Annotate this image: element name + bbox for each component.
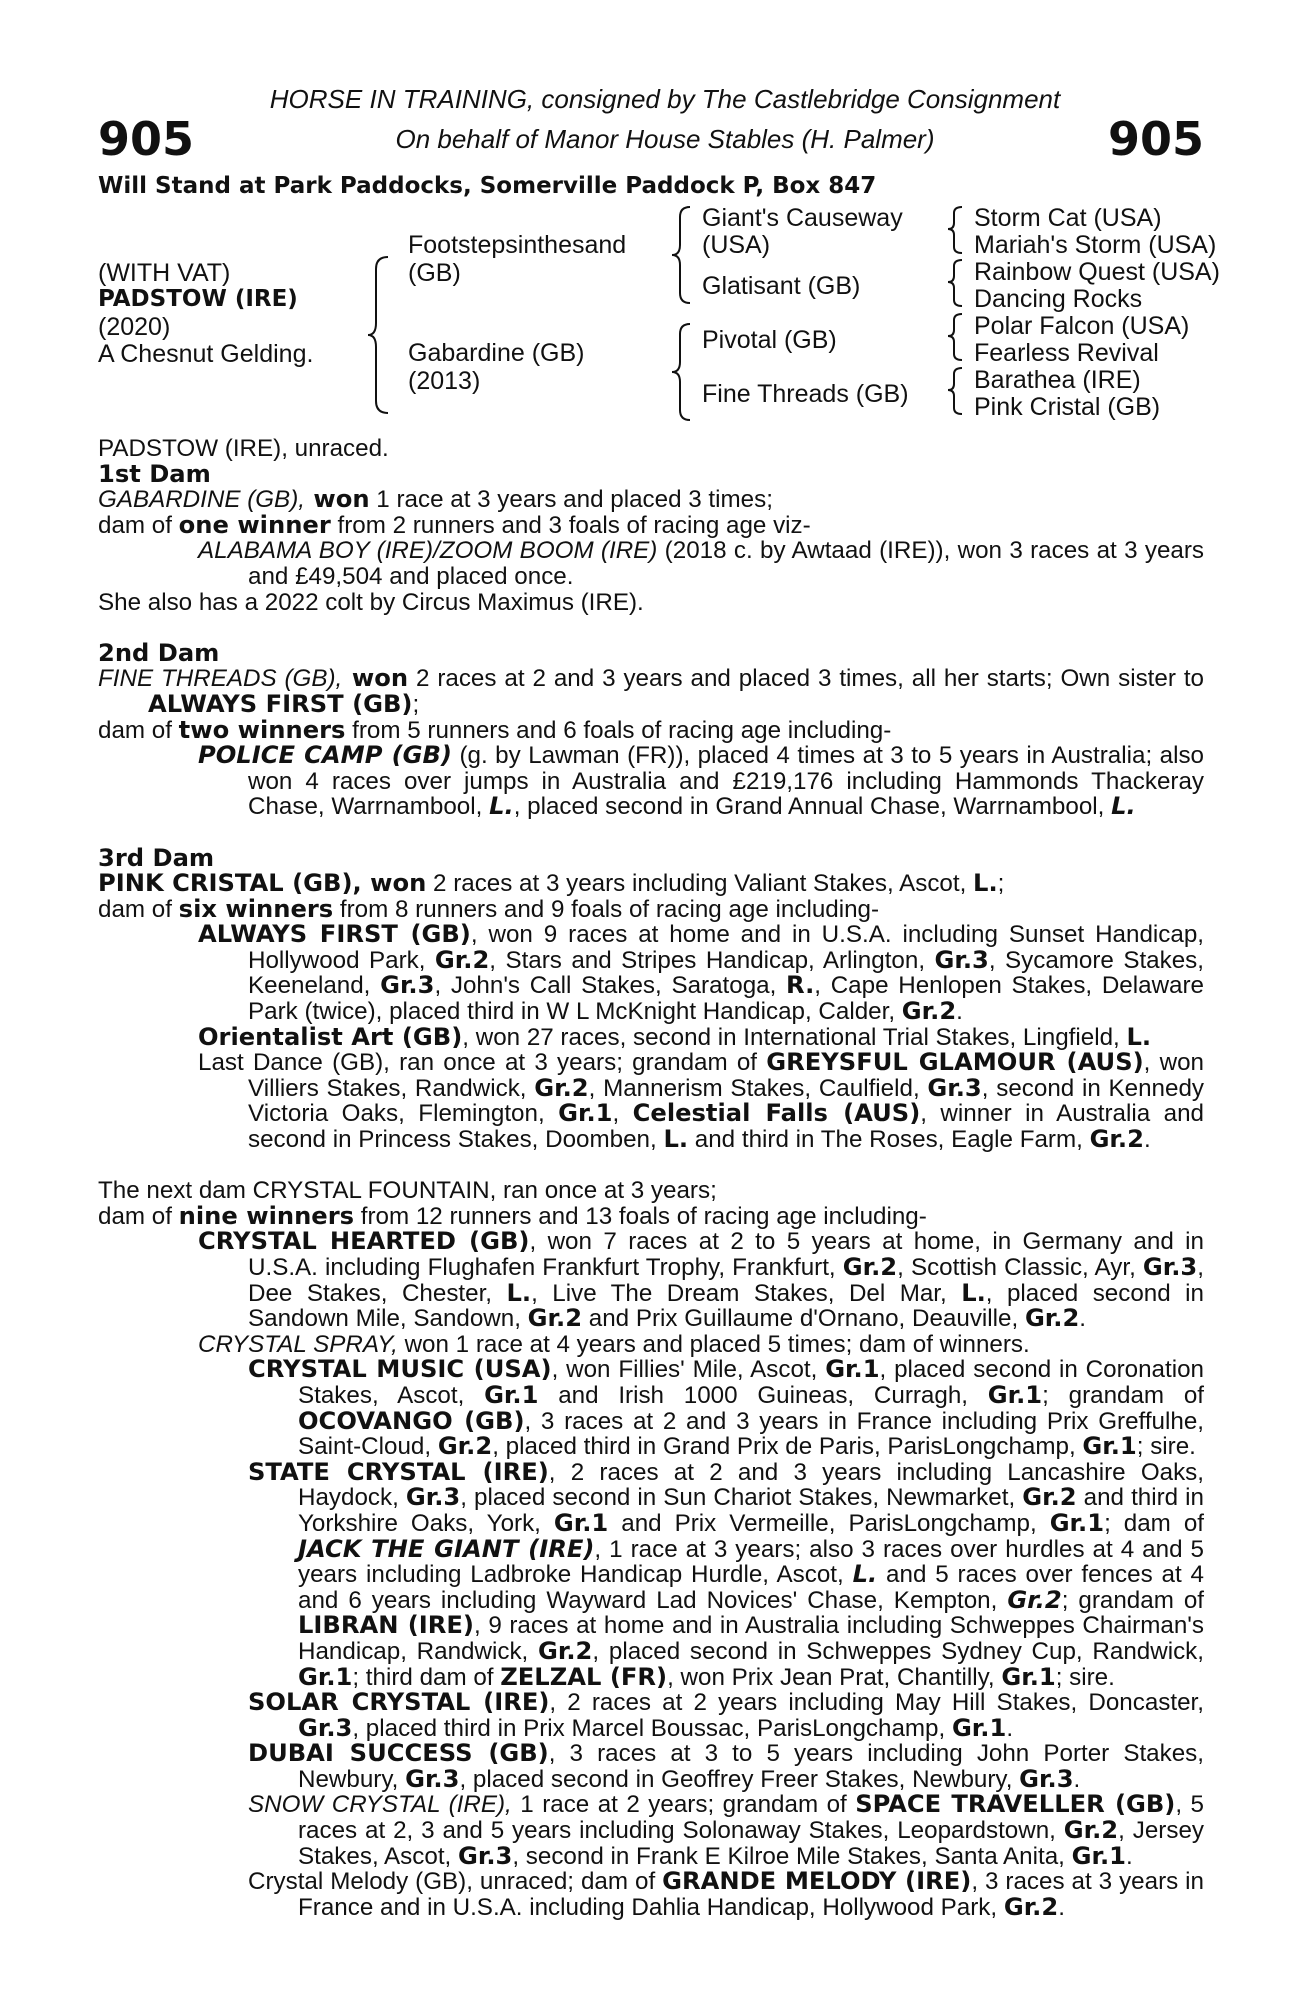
- second-dam-entry: [98, 666, 1204, 717]
- dam-name: PINK CRISTAL (GB): [98, 869, 353, 898]
- grade-label: R.: [786, 971, 815, 1000]
- text-run: , placed second in Coronation Stakes, Ascot,: [298, 1356, 1204, 1409]
- text-run: , 9 races at home and in Australia including Schweppes Chairman's Handicap, Randwick,: [298, 1612, 1204, 1665]
- text-run: .: [1125, 1842, 1133, 1870]
- first-dam-produce: [98, 510, 1204, 539]
- horse-name: GRANDE MELODY (IRE): [662, 1867, 972, 1896]
- horse-name: GREYSFUL GLAMOUR (AUS): [766, 1048, 1144, 1077]
- grade-label: Gr.3: [934, 945, 989, 974]
- text-run: , placed second in Schweppes Sydney Cup, Randwick,: [592, 1637, 1204, 1665]
- text-run: .: [1073, 1765, 1081, 1793]
- text-run: , 1 race at 3 years; also 3 races over hurdles at 4 and 5 years including Ladbroke Handicap Hurdle, Ascot,: [298, 1535, 1204, 1589]
- text-run: , Mannerism Stakes, Caulfield,: [588, 1074, 928, 1102]
- spacer: [98, 1153, 1204, 1179]
- spacer: [98, 820, 1204, 846]
- grade-label: Gr.1: [484, 1380, 539, 1409]
- text-run: ; third dam of: [352, 1663, 501, 1691]
- grade-label: Gr.3: [927, 1073, 982, 1102]
- text-run: dam of: [98, 511, 179, 539]
- grade-label: L.: [506, 1278, 532, 1307]
- text-run: , won 9 races at home and in U.S.A. including Sunset Handicap, Hollywood Park,: [248, 921, 1204, 974]
- text-run: 2 races at 2 and 3 years and placed 3 times, all her starts; Own sister to: [408, 665, 1204, 693]
- horse-name: CRYSTAL SPRAY,: [198, 1330, 398, 1358]
- produce-entry: [98, 1332, 1204, 1358]
- won-label: won: [342, 664, 409, 693]
- produce-entry: [98, 1792, 1204, 1869]
- text-run: dam of: [98, 716, 179, 744]
- dam-sire-name: Pivotal (GB): [702, 326, 837, 354]
- text-run: , placed second in Grand Annual Chase, Warrnambool,: [513, 793, 1112, 821]
- first-dam-note: [98, 590, 1204, 616]
- grade-label: L.: [973, 869, 998, 898]
- winners-count: two winners: [178, 715, 346, 744]
- text-run: and Prix Vermeille, ParisLongchamp,: [608, 1509, 1050, 1537]
- brace-sire-dam: [368, 255, 392, 415]
- text-run: (2018 c. by Awtaad (IRE)), won 3 races at 3 years and £49,504 and placed once.: [248, 537, 1204, 590]
- text-run: 1 race at 2 years; grandam of: [511, 1791, 856, 1819]
- brace-dam-parents: [672, 322, 694, 422]
- text-run: , Live The Dream Stakes, Del Mar,: [531, 1279, 962, 1307]
- brace-g2: [948, 258, 966, 308]
- grade-label: Gr.2: [534, 1073, 589, 1102]
- text-run: , placed third in Grand Prix de Paris, ParisLongchamp,: [492, 1433, 1083, 1461]
- text-run: , won Fillies' Mile, Ascot,: [551, 1356, 826, 1384]
- text-run: , second in Frank E Kilroe Mile Stakes, Santa Anita,: [512, 1842, 1072, 1870]
- text-run: .: [1143, 1126, 1151, 1154]
- grade-label: L.: [961, 1278, 986, 1307]
- text-run: from 12 runners and 13 foals of racing age including-: [354, 1202, 927, 1230]
- spacer: [98, 615, 1204, 641]
- winners-count: nine winners: [178, 1201, 355, 1230]
- text-run: , 3 races at 2 and 3 years in France including Prix Greffulhe, Saint-Cloud,: [298, 1407, 1204, 1461]
- foaling-year: (2020): [98, 313, 171, 341]
- ggp-4: Dancing Rocks: [974, 285, 1143, 313]
- text-run: 2 races at 3 years including Valiant Stakes, Ascot,: [426, 870, 974, 898]
- text-run: ; sire.: [1136, 1433, 1196, 1461]
- text-run: , Jersey Stakes, Ascot,: [298, 1817, 1204, 1870]
- produce-entry: [98, 743, 1204, 820]
- consignment-line: HORSE IN TRAINING, consigned by The Castlebridge Consignment: [269, 84, 1061, 114]
- text-run: ; dam of: [1104, 1509, 1205, 1537]
- text-run: (g. by Lawman (FR)), placed 4 times at 3 to 5 years in Australia; also won 4 races over jumps in Australia and £219,176 including Hammonds Thackeray Chase, Warrnambool,: [248, 742, 1205, 821]
- horse-name: LIBRAN (IRE): [298, 1611, 474, 1640]
- produce-entry: [98, 1357, 1204, 1459]
- horse-name: DUBAI SUCCESS (GB): [248, 1739, 549, 1768]
- grade-label: L.: [852, 1560, 878, 1589]
- text-run: , 3 races at 3 years in France and in U.S.A. including Dahlia Handicap, Hollywood Park,: [298, 1868, 1204, 1921]
- grade-label: L.: [1111, 792, 1136, 821]
- produce-entry: [98, 1869, 1204, 1920]
- grade-label: Gr.1: [1001, 1662, 1056, 1691]
- produce-entry: [98, 1690, 1204, 1741]
- text-run: dam of: [98, 1202, 179, 1230]
- text-run: , won 27 races, second in International Trial Stakes, Lingfield,: [462, 1023, 1127, 1051]
- produce-entry: [98, 1741, 1204, 1792]
- text-run: ; grandam of: [1042, 1381, 1205, 1409]
- text-run: Last Dance (GB), ran once at 3 years; grandam of: [198, 1049, 767, 1077]
- text-run: , placed second in Geoffrey Freer Stakes, Newbury,: [459, 1765, 1020, 1793]
- grade-label: Gr.3: [1142, 1253, 1198, 1281]
- text-run: , Cape Henlopen Stakes, Delaware Park (twice), placed third in W L McKnight Handicap, Calder,: [248, 972, 1205, 1026]
- dam-dam-name: Fine Threads (GB): [702, 380, 909, 408]
- horse-name: ZELZAL (FR): [500, 1662, 668, 1691]
- produce-entry: [98, 1050, 1204, 1152]
- grade-label: Gr.2: [1063, 1816, 1119, 1845]
- brace-g3: [948, 312, 966, 362]
- winners-count: one winner: [178, 510, 331, 539]
- text-run: ;: [997, 870, 1005, 898]
- sire-sire-country: (USA): [702, 231, 771, 259]
- text-run: ,: [612, 1100, 633, 1128]
- third-dam-produce: [98, 894, 1204, 923]
- first-dam-heading: 1st Dam: [98, 459, 211, 488]
- grade-label: Gr.2: [538, 1636, 593, 1665]
- race-record: [98, 436, 1204, 462]
- produce-entry: [98, 1457, 1205, 1691]
- vat-note: (WITH VAT): [98, 259, 231, 287]
- dam-name: Gabardine (GB): [408, 339, 585, 367]
- horse-name: OCOVANGO (GB): [298, 1406, 525, 1435]
- grade-label: Gr.2: [434, 945, 490, 974]
- dam-year: (2013): [408, 367, 481, 395]
- catalogue-body: [98, 436, 1204, 1920]
- text-run: , placed second in Sun Chariot Stakes, Newmarket,: [460, 1484, 1023, 1512]
- produce-entry: [98, 1022, 1204, 1051]
- won-label: , won: [352, 869, 427, 898]
- grade-label: Gr.1: [825, 1355, 880, 1384]
- winners-count: six winners: [178, 894, 334, 923]
- brace-sire-parents: [672, 205, 694, 305]
- brace-g1: [948, 205, 966, 255]
- text-run: , placed second in Sandown Mile, Sandown,: [248, 1279, 1204, 1333]
- grade-label: Gr.1: [951, 1713, 1007, 1742]
- text-run: ; sire.: [1055, 1663, 1115, 1691]
- sire-name: Footstepsinthesand: [408, 231, 627, 259]
- grade-label: Gr.1: [1049, 1508, 1105, 1537]
- text-run: , Dee Stakes, Chester,: [248, 1254, 1204, 1307]
- grade-label: Gr.2: [1022, 1483, 1077, 1512]
- lot-number-left: 905: [98, 112, 195, 166]
- text-run: , second in Kennedy Victoria Oaks, Flemington,: [248, 1074, 1205, 1128]
- race-record-text: PADSTOW (IRE), unraced.: [98, 435, 389, 462]
- text-run: , 2 races at 2 and 3 years including Lancashire Oaks, Haydock,: [298, 1458, 1204, 1512]
- horse-name: ALWAYS FIRST (GB): [198, 920, 471, 949]
- grade-label: Gr.1: [553, 1508, 609, 1537]
- text-run: , winner in Australia and second in Princess Stakes, Doomben,: [248, 1100, 1204, 1154]
- grade-label: Gr.3: [1019, 1764, 1074, 1793]
- horse-name: CRYSTAL MUSIC (USA): [248, 1355, 552, 1384]
- grade-label: Gr.2: [1089, 1125, 1144, 1154]
- lot-number-right: 905: [1107, 112, 1204, 166]
- horse-name: SNOW CRYSTAL (IRE),: [248, 1791, 512, 1819]
- text-run: from 8 runners and 9 foals of racing age including-: [333, 895, 880, 923]
- text-run: and 5 races over fences at 4 and 6 years including Wayward Lad Novices' Chase, Kempton,: [298, 1561, 1204, 1614]
- grade-label: Gr.2: [1024, 1304, 1080, 1333]
- horse-name: POLICE CAMP (GB): [198, 741, 452, 770]
- text-run: 1 race at 3 years and placed 3 times;: [369, 486, 773, 514]
- ggp-1: Storm Cat (USA): [974, 204, 1162, 232]
- text-run: , Sycamore Stakes, Keeneland,: [248, 946, 1204, 1000]
- text-run: dam of: [98, 895, 179, 923]
- grade-label: Gr.3: [457, 1841, 513, 1870]
- sire-country: (GB): [408, 259, 461, 287]
- text-run: , won 7 races at 2 to 5 years at home, in Germany and in U.S.A. including Flughafen Frankfurt Trophy, Frankfurt,: [248, 1228, 1204, 1281]
- second-dam-heading: 2nd Dam: [98, 638, 220, 667]
- text-run: ; grandam of: [1061, 1586, 1205, 1614]
- text-run: , placed third in Prix Marcel Boussac, ParisLongchamp,: [352, 1714, 952, 1742]
- behalf-line: On behalf of Manor House Stables (H. Palmer): [395, 124, 935, 154]
- horse-name: PADSTOW (IRE): [98, 286, 298, 312]
- grade-label: Gr.3: [405, 1483, 461, 1512]
- horse-name: JACK THE GIANT (IRE): [298, 1534, 595, 1563]
- text-run: , 3 races at 3 to 5 years including John Porter Stakes, Newbury,: [298, 1740, 1204, 1793]
- ggp-2: Mariah's Storm (USA): [974, 231, 1217, 259]
- ggp-8: Pink Cristal (GB): [974, 393, 1161, 421]
- horse-name: Orientalist Art (GB): [198, 1022, 463, 1051]
- text-run: .: [1006, 1714, 1014, 1742]
- produce-entry: [98, 1229, 1204, 1331]
- text-run: .: [956, 998, 963, 1026]
- horse-name: ALWAYS FIRST (GB): [148, 689, 413, 718]
- grade-label: Gr.3: [298, 1713, 353, 1742]
- horse-name: ALABAMA BOY (IRE)/ZOOM BOOM (IRE): [198, 537, 658, 565]
- sire-dam-name: Glatisant (GB): [702, 272, 861, 300]
- horse-name: Celestial Falls (AUS): [632, 1099, 921, 1128]
- ggp-5: Polar Falcon (USA): [974, 312, 1190, 340]
- first-dam-entry: [98, 487, 1204, 513]
- text-run: , Scottish Classic, Ayr,: [897, 1254, 1143, 1281]
- grade-label: Gr.3: [405, 1764, 460, 1793]
- text-run: , John's Call Stakes, Saratoga,: [434, 972, 787, 1000]
- grade-label: Gr.2: [527, 1304, 583, 1333]
- produce-entry: [98, 538, 1204, 589]
- grade-label: Gr.1: [987, 1380, 1043, 1409]
- ggp-3: Rainbow Quest (USA): [974, 258, 1220, 286]
- text-run: won 1 race at 4 years and placed 5 times; dam of winners.: [397, 1330, 1030, 1358]
- grade-label: Gr.2: [901, 997, 957, 1026]
- third-dam-entry: [98, 871, 1204, 897]
- grade-label: Gr.3: [380, 971, 435, 1000]
- text-run: from 5 runners and 6 foals of racing age including-: [345, 716, 892, 744]
- sire-sire-name: Giant's Causeway: [702, 204, 903, 232]
- grade-label: Gr.2: [437, 1432, 493, 1461]
- text-run: and Irish 1000 Guineas, Curragh,: [538, 1381, 988, 1409]
- third-dam-heading: 3rd Dam: [98, 843, 215, 872]
- text-run: and third in Yorkshire Oaks, York,: [298, 1484, 1204, 1537]
- text-run: Crystal Melody (GB), unraced; dam of: [248, 1868, 663, 1896]
- grade-label: L.: [663, 1125, 689, 1154]
- horse-description: A Chesnut Gelding.: [98, 340, 314, 368]
- text-run: .: [1058, 1893, 1065, 1921]
- text-run: She also has a 2022 colt by Circus Maximus (IRE).: [98, 588, 644, 616]
- dam-name: GABARDINE (GB),: [98, 486, 305, 514]
- text-run: , won Villiers Stakes, Randwick,: [248, 1049, 1204, 1102]
- grade-label: Gr.1: [1071, 1841, 1126, 1870]
- horse-name: CRYSTAL HEARTED (GB): [198, 1227, 530, 1256]
- grade-label: Gr.2: [842, 1253, 898, 1281]
- text-run: , 5 races at 2, 3 and 5 years including Solonaway Stakes, Leopardstown,: [298, 1791, 1204, 1845]
- brace-g4: [948, 366, 966, 416]
- horse-name: STATE CRYSTAL (IRE): [248, 1457, 549, 1486]
- stand-location: Will Stand at Park Paddocks, Somerville Paddock P, Box 847: [98, 173, 877, 199]
- text-run: , Stars and Stripes Handicap, Arlington,: [489, 946, 935, 974]
- horse-name: SPACE TRAVELLER (GB): [855, 1790, 1176, 1819]
- grade-label: Gr.1: [298, 1662, 353, 1691]
- second-dam-produce: [98, 715, 1204, 744]
- won-label: won: [304, 485, 370, 514]
- ggp-7: Barathea (IRE): [974, 366, 1141, 394]
- text-run: and Prix Guillaume d'Ornano, Deauville,: [582, 1305, 1025, 1333]
- text-run: , 2 races at 2 years including May Hill Stakes, Doncaster,: [549, 1689, 1204, 1717]
- grade-label: L.: [1126, 1022, 1152, 1051]
- text-run: The next dam CRYSTAL FOUNTAIN, ran once at 3 years;: [98, 1177, 717, 1205]
- grade-label: Gr.2: [1003, 1892, 1059, 1921]
- text-run: from 2 runners and 3 foals of racing age viz-: [330, 511, 811, 539]
- next-dam-produce: [98, 1201, 1204, 1230]
- text-run: ;: [412, 690, 420, 718]
- text-run: and third in The Roses, Eagle Farm,: [688, 1126, 1090, 1154]
- produce-entry: [98, 922, 1204, 1024]
- grade-label: Gr.1: [558, 1099, 613, 1128]
- grade-label: L.: [489, 792, 514, 821]
- ggp-6: Fearless Revival: [974, 339, 1159, 367]
- text-run: , won Prix Jean Prat, Chantilly,: [667, 1663, 1002, 1691]
- grade-label: Gr.2: [1007, 1585, 1062, 1614]
- next-dam-entry: [98, 1178, 1204, 1204]
- text-run: .: [1079, 1305, 1087, 1333]
- dam-name: FINE THREADS (GB),: [98, 665, 343, 693]
- grade-label: Gr.1: [1082, 1432, 1137, 1461]
- horse-name: SOLAR CRYSTAL (IRE): [248, 1688, 550, 1717]
